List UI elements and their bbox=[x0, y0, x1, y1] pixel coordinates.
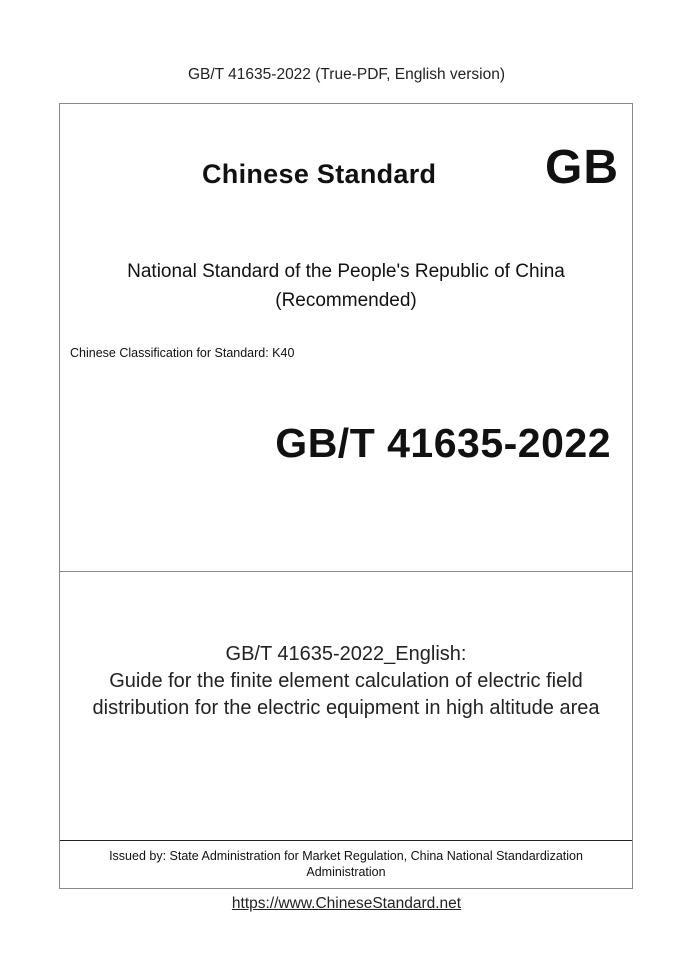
chinese-standard-heading: Chinese Standard bbox=[202, 159, 437, 189]
standard-title-block bbox=[60, 641, 632, 722]
website-link[interactable]: https://www.ChineseStandard.net bbox=[231, 895, 462, 912]
standard-number: GB/T 41635-2022 bbox=[275, 420, 611, 466]
title-line: Guide for the finite element calculation of electric field bbox=[109, 670, 583, 692]
title-line: distribution for the electric equipment in high altitude area bbox=[92, 697, 600, 719]
page-header: GB/T 41635-2022 (True-PDF, English version) bbox=[187, 66, 506, 83]
cover-frame bbox=[59, 103, 633, 889]
national-standard-block bbox=[60, 257, 632, 315]
cover-upper-section bbox=[60, 104, 632, 572]
title-line-english: GB/T 41635-2022_English: bbox=[225, 643, 467, 665]
gb-mark: GB bbox=[545, 141, 619, 194]
recommended-line: (Recommended) bbox=[275, 290, 417, 311]
national-standard-line: National Standard of the People's Republic of China bbox=[127, 261, 565, 282]
issuer-line: Administration bbox=[306, 865, 386, 879]
classification-text: Chinese Classification for Standard: K40 bbox=[70, 346, 295, 360]
issuer-box bbox=[60, 840, 632, 888]
issuer-line: Issued by: State Administration for Market Regulation, China National Standardization bbox=[109, 849, 583, 863]
